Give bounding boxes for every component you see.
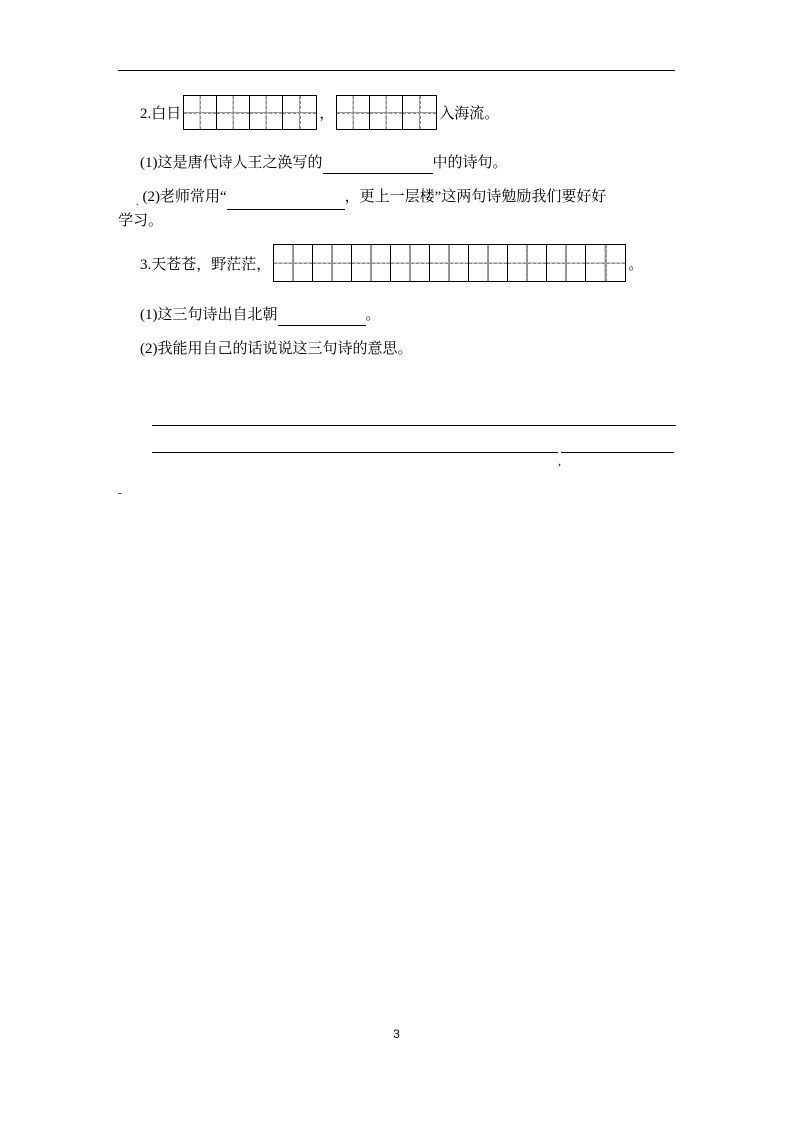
question-2-row (118, 95, 678, 130)
question-2-sub-1 (118, 152, 678, 174)
stray-comma: ， (558, 457, 568, 468)
question-3-suffix: 。 (628, 256, 644, 273)
question-2-comma: ， (319, 106, 335, 122)
answer-line-2[interactable] (152, 452, 676, 453)
q2-sub2-blank[interactable] (227, 195, 345, 210)
question-2-sub-2 (118, 186, 678, 210)
question-2-prefix: 2.白日 (140, 106, 182, 122)
question-3-prefix: 3.天苍苍，野茫茫， (140, 256, 272, 273)
answer-line-2-segment-a[interactable] (152, 452, 558, 453)
question-3-row (118, 244, 678, 282)
grid-cell[interactable] (337, 96, 370, 129)
grid-cell[interactable] (391, 245, 430, 281)
answer-grid-2[interactable] (336, 95, 437, 130)
grid-cell[interactable] (430, 245, 469, 281)
question-3-sub-2 (118, 338, 678, 360)
page-number: 3 (393, 1027, 400, 1041)
q2-sub1-text-a: (1)这是唐代诗人王之涣写的 (140, 155, 323, 171)
grid-cell[interactable] (283, 96, 316, 129)
answer-grid-1[interactable] (183, 95, 317, 130)
exercise-content (118, 95, 678, 360)
stray-dash: - (118, 487, 122, 499)
q3-sub1-text-b: 。 (365, 307, 381, 323)
stray-dot: . (136, 197, 139, 208)
answer-line-2-segment-b[interactable] (561, 452, 674, 453)
grid-cell[interactable] (508, 245, 547, 281)
grid-cell[interactable] (370, 96, 403, 129)
q2-sub1-text-b: 中的诗句。 (432, 155, 508, 171)
grid-cell[interactable] (250, 96, 283, 129)
q2-sub2-text-b: ，更上一层楼”这两句诗勉励我们要好好 (344, 189, 607, 205)
question-3-sub-1 (118, 304, 678, 326)
header-divider (118, 70, 675, 71)
grid-cell[interactable] (274, 245, 313, 281)
q2-sub1-blank[interactable] (323, 159, 433, 174)
grid-cell[interactable] (313, 245, 352, 281)
q3-sub2-text: (2)我能用自己的话说说这三句诗的意思。 (140, 341, 413, 357)
grid-cell[interactable] (217, 96, 250, 129)
question-2-sub-2-cont (118, 210, 678, 232)
answer-line-1[interactable] (152, 425, 676, 426)
grid-cell[interactable] (403, 96, 436, 129)
question-2-suffix: 入海流。 (439, 106, 500, 122)
q2-sub2-text-a: (2)老师常用“ (142, 189, 227, 205)
grid-cell[interactable] (469, 245, 508, 281)
q3-sub1-text-a: (1)这三句诗出自北朝 (140, 307, 278, 323)
q3-sub1-blank[interactable] (278, 311, 366, 326)
answer-grid-3[interactable] (273, 244, 626, 282)
answer-writing-area[interactable] (152, 425, 676, 453)
grid-cell[interactable] (547, 245, 586, 281)
grid-cell[interactable] (586, 245, 625, 281)
grid-cell[interactable] (352, 245, 391, 281)
q2-sub2-text-c: 学习。 (118, 213, 164, 229)
grid-cell[interactable] (184, 96, 217, 129)
